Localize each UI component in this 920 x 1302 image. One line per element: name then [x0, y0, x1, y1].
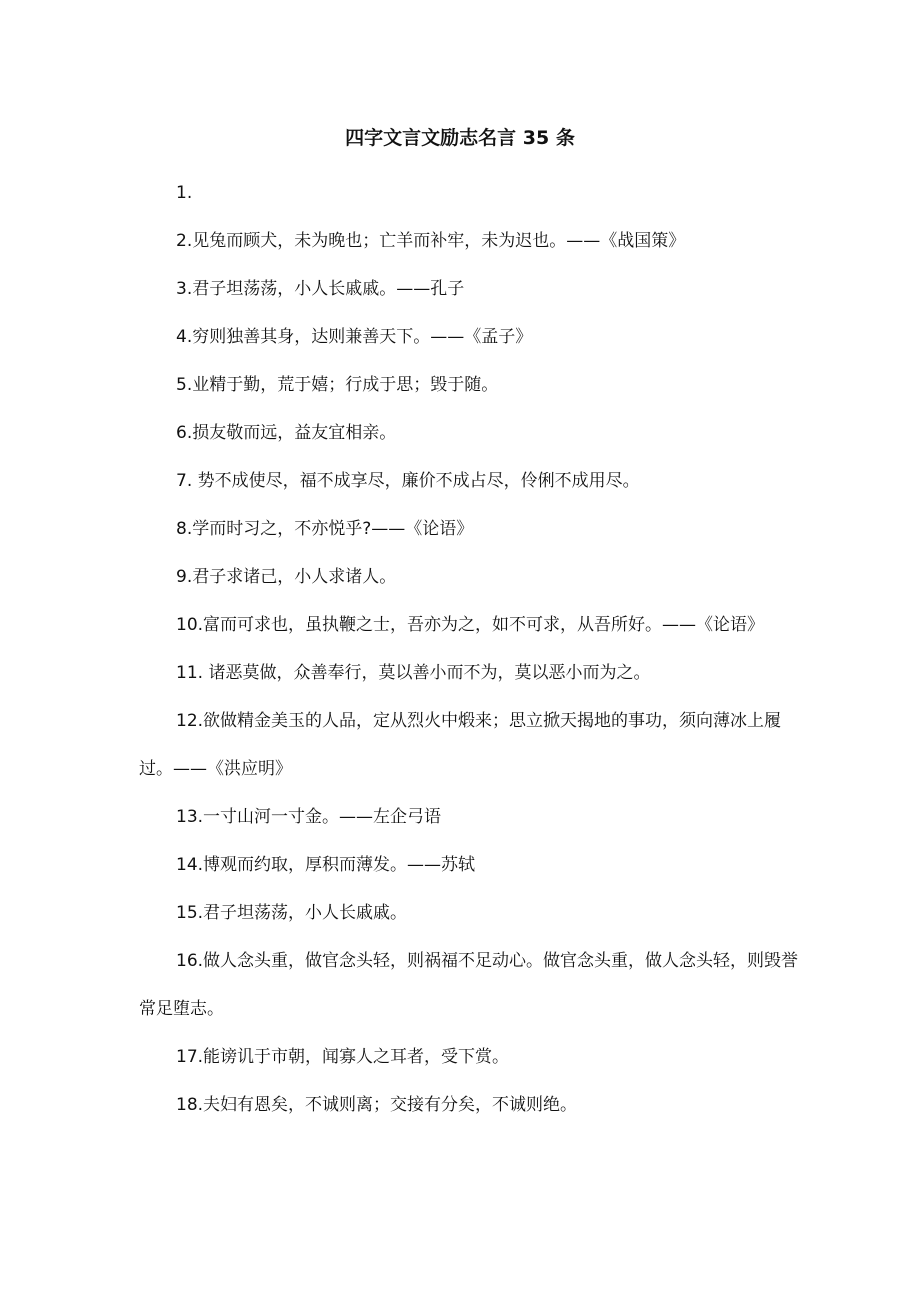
quote-paragraph: 6.损友敬而远，益友宜相亲。 [176, 423, 397, 443]
quote-paragraph: 18.夫妇有恩矣，不诚则离；交接有分矣，不诚则绝。 [176, 1095, 578, 1115]
quote-paragraph: 16.做人念头重，做官念头轻，则祸福不足动心。做官念头重，做人念头轻，则毁誉常足堕志。 [139, 951, 799, 1019]
quote-paragraph: 14.博观而约取，厚积而薄发。——苏轼 [176, 855, 476, 875]
quote-paragraph: 11. 诸恶莫做，众善奉行，莫以善小而不为，莫以恶小而为之。 [176, 663, 651, 683]
quote-paragraph: 1. [176, 183, 193, 203]
quote-paragraph: 4.穷则独善其身，达则兼善天下。——《孟子》 [176, 327, 533, 347]
quote-paragraph: 8.学而时习之，不亦悦乎?——《论语》 [176, 519, 474, 539]
quote-paragraph: 15.君子坦荡荡，小人长戚戚。 [176, 903, 408, 923]
quote-paragraph: 12.欲做精金美玉的人品，定从烈火中煅来；思立掀天揭地的事功，须向薄冰上履过。——《洪应明》 [139, 711, 782, 779]
quote-paragraph: 9.君子求诸己，小人求诸人。 [176, 567, 397, 587]
quote-paragraph: 3.君子坦荡荡，小人长戚戚。——孔子 [176, 279, 465, 299]
quote-paragraph: 17.能谤讥于市朝，闻寡人之耳者，受下赏。 [176, 1047, 510, 1067]
quote-paragraph: 13.一寸山河一寸金。——左企弓语 [176, 807, 442, 827]
quote-paragraph: 7. 势不成使尽，福不成享尽，廉价不成占尽，伶俐不成用尽。 [176, 471, 640, 491]
document-body [139, 169, 799, 1129]
quote-paragraph: 10.富而可求也，虽执鞭之士，吾亦为之，如不可求，从吾所好。——《论语》 [176, 615, 765, 635]
quote-paragraph: 2.见兔而顾犬，未为晚也；亡羊而补牢，未为迟也。——《战国策》 [176, 231, 686, 251]
quote-paragraph: 5.业精于勤，荒于嬉；行成于思；毁于随。 [176, 375, 499, 395]
document-title: 四字文言文励志名言 35 条 [345, 127, 575, 149]
